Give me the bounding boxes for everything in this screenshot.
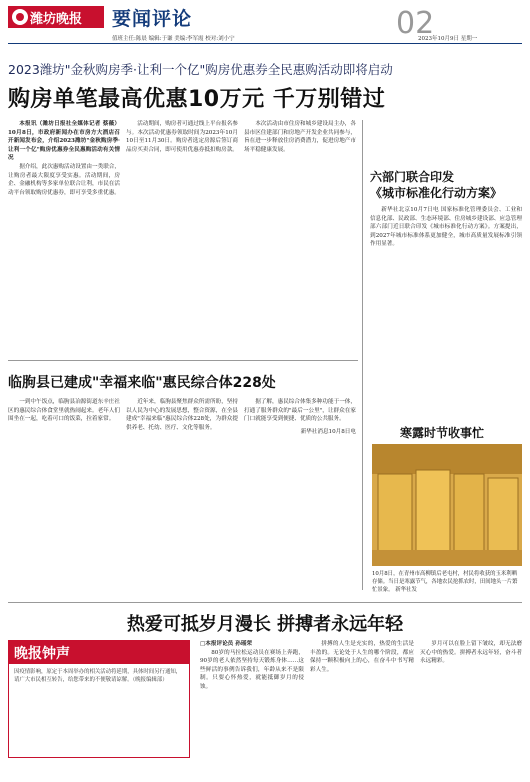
story3-paragraph: 80岁的马拉松运动员在赛场上奔跑，90岁的老人依然坚持每天锻炼身体……这些鲜活的事例告诉我们，年龄从来不是限制。只要心怀热爱，就能抵御岁月的侵蚀。 bbox=[200, 649, 304, 690]
section-rule bbox=[8, 602, 522, 603]
story3-column-3 bbox=[420, 640, 522, 776]
story2-column-1 bbox=[8, 398, 120, 594]
story3-headline: 热爱可抵岁月漫长 拼搏者永远年轻 bbox=[126, 614, 404, 635]
lead-byline: 本报讯（潍坊日报社全媒体记者 蔡薇）10月8日，市政府新闻办在市房方大酒店召开新闻发布会，介绍2023潍坊"金秋购房季·让利一个亿"购房优惠券全民惠购活动有关情况 bbox=[8, 121, 120, 162]
page-number: 02 bbox=[396, 6, 435, 41]
lead-kicker: 2023潍坊"金秋购房季·让利一个亿"购房优惠券全民惠购活动即将启动 bbox=[8, 62, 393, 77]
story2-column-3 bbox=[244, 398, 356, 594]
section-title: 要闻评论 bbox=[112, 8, 193, 30]
lead-column-3 bbox=[244, 120, 356, 346]
photo-title: 寒露时节收事忙 bbox=[400, 426, 485, 440]
masthead-rule bbox=[8, 43, 522, 44]
story3-paragraph: 拼搏的人生是充实的，热爱的生活是丰盈的。无论处于人生的哪个阶段，都应保持一颗积极向上的心，在奋斗中书写精彩人生。 bbox=[310, 641, 414, 673]
masthead bbox=[0, 0, 530, 44]
panel-title: 六部门联合印发 bbox=[370, 170, 455, 184]
story2-paragraph: 近年来，临朐县聚焦群众所需所盼，坚持以人民为中心的发展思想，整合资源，在全县建成"幸福来临"惠民综合体228处，为群众提供养老、托幼、医疗、文化等服务。 bbox=[126, 399, 238, 431]
date-line: 2023年10月9日 星期一 bbox=[418, 36, 478, 42]
photo-caption: 10月8日，在青州市高柳镇后老屯村，村民将收获的玉米利晒存储。当日是寒露节气，各地农民抢抓农时，田间地头一片繁忙景象。 新华社发 bbox=[372, 571, 518, 593]
lead-paragraph: 据介绍，此次惠购活动设置由一类联合，让购房者最大限度享受实惠。活动期间，房企、金融机构等多家单位联合让利，市民在活动平台领取购房优惠券，即可享受多重优惠。 bbox=[8, 163, 120, 196]
story2-column-2 bbox=[126, 398, 238, 594]
lead-column-2 bbox=[126, 120, 238, 346]
story2-paragraph: 一到中午饭点，临朐县冶源街道东辛庄社区的惠民综合体食堂里就热闹起来。老年人们围坐在一起，吃着可口的饭菜，拉着家常。 bbox=[8, 399, 120, 423]
section-rule bbox=[8, 360, 358, 361]
newspaper-logo bbox=[8, 6, 104, 28]
story3-column-2 bbox=[310, 640, 414, 776]
corn-harvest-photo bbox=[372, 444, 522, 566]
column-divider bbox=[362, 120, 363, 590]
story2-paragraph: 据了解，惠民综合体集多种功能于一体，打通了服务群众的"最后一公里"，让群众在家门口就能享受到便捷、优质的公共服务。 bbox=[244, 399, 356, 423]
panel-body bbox=[370, 206, 522, 396]
lead-headline: 购房单笔最高优惠10万元 千万别错过 bbox=[8, 87, 386, 112]
logo-text: 潍坊晚报 bbox=[30, 11, 83, 27]
panel-paragraph: 新华社北京10月7日电 国家标准化管理委员会、工业和信息化部、民政部、生态环境部、住房城乡建设部、应急管理部六部门近日联合印发《城市标准化行动方案》。方案提出，到2027年城市标准体系更加健全，城市高质量发展标准引领作用显著。 bbox=[370, 207, 522, 248]
bell-body: 因疫情影响，原定于本周举办的相关活动将延期，具体时间另行通知，请广大市民相互转告，给您带来的不便敬请谅解。（晚报编辑部） bbox=[14, 669, 182, 684]
bell-title: 晚报钟声 bbox=[14, 646, 70, 662]
photo-illustration bbox=[372, 444, 522, 566]
editor-line: 值班主任:陈晨 编辑:于谦 美编:李军霞 校对:刘小宁 bbox=[112, 36, 235, 42]
story2-headline: 临朐县已建成"幸福来临"惠民综合体228处 bbox=[8, 375, 276, 391]
story3-byline: □本报评论员 孙瑶荣 bbox=[200, 641, 252, 647]
lead-column-1 bbox=[8, 120, 120, 346]
story2-source: 新华社消息10月8日电 bbox=[300, 428, 356, 435]
story3-paragraph: 岁月可以在脸上留下皱纹，却无法磨灭心中的热爱。拼搏者永远年轻，奋斗者永远精彩。 bbox=[420, 641, 522, 665]
story3-column-1 bbox=[200, 640, 304, 776]
panel-subtitle: 《城市标准化行动方案》 bbox=[370, 186, 503, 200]
lead-paragraph: 活动期间，购房者可通过线上平台报名参与。本次活动优惠券领取时间为2023年10月10日至11月30日。购房者选定房源后签订商品房买卖合同，即可使用优惠券抵扣购房款。 bbox=[126, 121, 238, 153]
logo-icon bbox=[12, 9, 28, 25]
lead-paragraph: 本次活动由市住房和城乡建设局主办，各县市区住建部门和房地产开发企业共同参与，旨在进一步释放住房消费潜力，促进房地产市场平稳健康发展。 bbox=[244, 121, 356, 153]
